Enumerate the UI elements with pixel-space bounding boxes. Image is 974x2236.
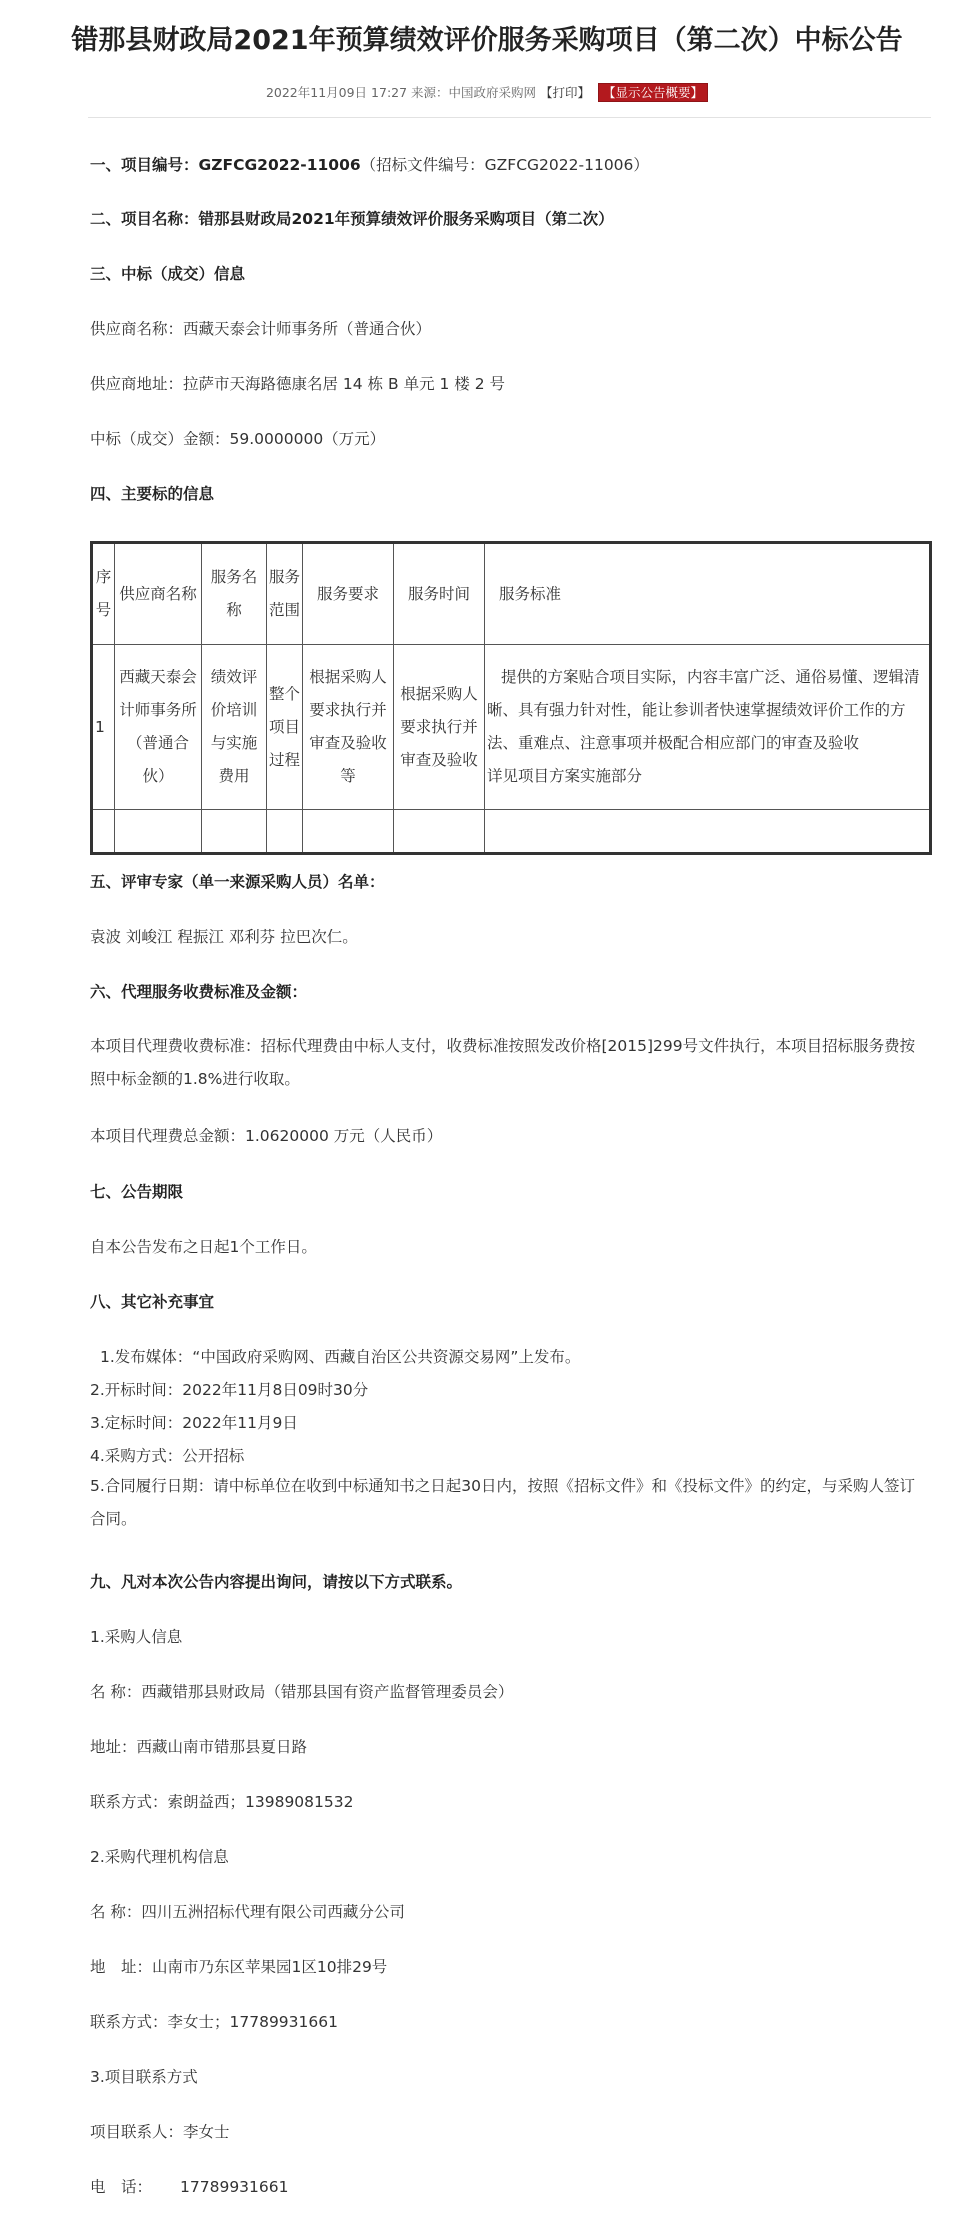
standard-text: 提供的方案贴合项目实际，内容丰富广泛、通俗易懂、逻辑清晰、具有强力针对性，能让参训者快速掌握绩效评价工作的方法、重难点、注意事项并极配合相应部门的审查及验收: [487, 668, 920, 752]
cell-time: 根据采购人要求执行并审查及验收: [394, 645, 485, 810]
col-standard: 服务标准: [485, 543, 931, 645]
supplementary-item: 5.合同履行日期：请中标单位在收到中标通知书之日起30日内，按照《招标文件》和《投标文件》的约定，与采购人签订合同。: [90, 1477, 916, 1528]
col-no: 序号: [92, 543, 115, 645]
empty-cell: [303, 810, 394, 854]
supplementary-item: 2.开标时间：2022年11月8日09时30分: [90, 1381, 369, 1399]
print-link[interactable]: 【打印】: [540, 85, 591, 100]
supplementary-item: 1.发布媒体：“中国政府采购网、西藏自治区公共资源交易网”上发布。: [100, 1348, 581, 1366]
cell-standard: [485, 645, 931, 810]
project-contact-person: 项目联系人：李女士: [90, 2123, 230, 2141]
table-row-empty: [92, 810, 931, 854]
phone-label: 电 话：: [90, 2178, 153, 2196]
col-service-name: 服务名称: [202, 543, 267, 645]
empty-cell: [115, 810, 202, 854]
award-info-heading: 三、中标（成交）信息: [90, 265, 246, 283]
project-phone-line: [90, 2175, 289, 2197]
supplier-address: 供应商地址：拉萨市天海路德康名居 14 栋 B 单元 1 楼 2 号: [90, 375, 505, 393]
project-contact-title: 3.项目联系方式: [90, 2068, 198, 2086]
supplier-name: 供应商名称：西藏天泰会计师事务所（普通合伙）: [90, 320, 432, 338]
experts-heading: 五、评审专家（单一来源采购人员）名单：: [90, 873, 385, 891]
empty-cell: [202, 810, 267, 854]
divider: [88, 117, 931, 118]
agency-fee-standard: 本项目代理费收费标准：招标代理费由中标人支付，收费标准按照发改价格[2015]299号文件执行，本项目招标服务费按照中标金额的1.8%进行收取。: [90, 1037, 916, 1088]
project-number-label: 一、项目编号：: [90, 156, 199, 174]
subject-table: [90, 541, 932, 855]
empty-cell: [267, 810, 303, 854]
agency-fee-total: 本项目代理费总金额：1.0620000 万元（人民币）: [90, 1127, 443, 1145]
project-number-line: [90, 153, 649, 175]
purchaser-contact: 联系方式：索朗益西；13989081532: [90, 1793, 354, 1811]
agency-title: 2.采购代理机构信息: [90, 1848, 229, 1866]
experts-names: 袁波 刘峻江 程振江 邓利芬 拉巴次仁。: [90, 928, 358, 946]
cell-scope: 整个项目过程: [267, 645, 303, 810]
agency-fee-heading: 六、代理服务收费标准及金额：: [90, 983, 308, 1001]
empty-cell: [92, 810, 115, 854]
cell-supplier: 西藏天泰会计师事务所（普通合伙）: [115, 645, 202, 810]
standard-note: 详见项目方案实施部分: [487, 767, 643, 785]
phone-number: 17789931661: [180, 2178, 289, 2196]
cell-no: 1: [92, 645, 115, 810]
notice-period-text: 自本公告发布之日起1个工作日。: [90, 1238, 317, 1256]
main-subject-heading: 四、主要标的信息: [90, 485, 215, 503]
purchaser-address: 地址：西藏山南市错那县夏日路: [90, 1738, 308, 1756]
agency-address: 地 址：山南市乃东区苹果园1区10排29号: [90, 1958, 388, 1976]
supplementary-item: 4.采购方式：公开招标: [90, 1447, 245, 1465]
agency-contact: 联系方式：李女士；17789931661: [90, 2013, 338, 2031]
col-scope: 服务范围: [267, 543, 303, 645]
table-header-row: [92, 543, 931, 645]
empty-cell: [485, 810, 931, 854]
col-supplier: 供应商名称: [115, 543, 202, 645]
supplementary-item: 3.定标时间：2022年11月9日: [90, 1414, 298, 1432]
cell-service-name: 绩效评价培训与实施费用: [202, 645, 267, 810]
source: 来源：中国政府采购网: [411, 85, 537, 100]
col-time: 服务时间: [394, 543, 485, 645]
cell-requirement: 根据采购人要求执行并审查及验收等: [303, 645, 394, 810]
project-name-heading: 二、项目名称：错那县财政局2021年预算绩效评价服务采购项目（第二次）: [90, 210, 614, 228]
contact-heading: 九、凡对本次公告内容提出询问，请按以下方式联系。: [90, 1573, 463, 1591]
purchaser-name: 名 称：西藏错那县财政局（错那县国有资产监督管理委员会）: [90, 1683, 514, 1701]
supplementary-heading: 八、其它补充事宜: [90, 1293, 215, 1311]
award-amount: 中标（成交）金额：59.0000000（万元）: [90, 430, 386, 448]
purchaser-title: 1.采购人信息: [90, 1628, 183, 1646]
empty-cell: [394, 810, 485, 854]
tender-doc-number: （招标文件编号：GZFCG2022-11006）: [360, 156, 649, 174]
publish-datetime: 2022年11月09日 17:27: [265, 85, 408, 100]
col-requirement: 服务要求: [303, 543, 394, 645]
project-number: GZFCG2022-11006: [198, 156, 361, 174]
show-summary-button[interactable]: 【显示公告概要】: [598, 83, 708, 102]
meta-line: [0, 83, 974, 101]
page-title: 错那县财政局2021年预算绩效评价服务采购项目（第二次）中标公告: [71, 25, 903, 56]
table-row: [92, 645, 931, 810]
notice-period-heading: 七、公告期限: [90, 1183, 184, 1201]
agency-name: 名 称：四川五洲招标代理有限公司西藏分公司: [90, 1903, 405, 1921]
